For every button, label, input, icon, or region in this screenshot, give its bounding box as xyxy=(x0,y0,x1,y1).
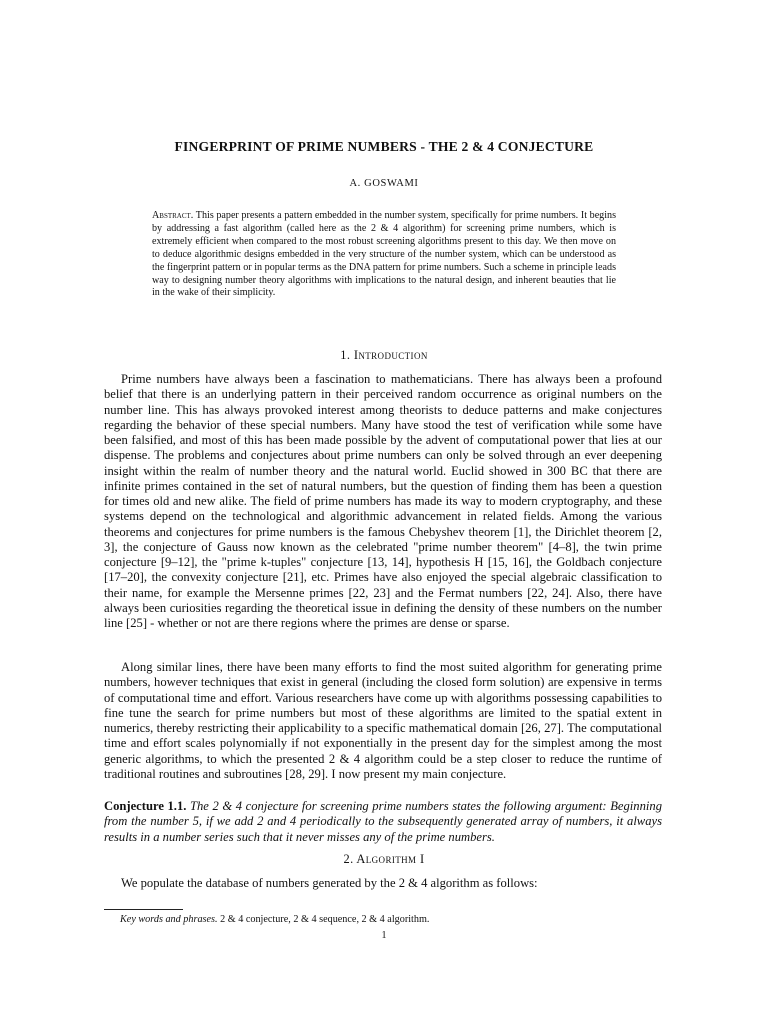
intro-paragraph-2 xyxy=(104,660,662,782)
footnote xyxy=(120,914,660,925)
intro-paragraph-2-text: Along similar lines, there have been many efforts to find the most suited algorithm for generating prime numbers, however techniques that exist in general (including the closed form solution) are expensive in terms of computational time and effort. Various researchers have come up with algorithms possessing capabilities to fine tune the search for prime numbers but most of these algorithms are limited to the spatial extent in numerics, thereby restricting their applicability to a specific mathematical domain [26, 27]. The computational time and effort scales polynomially if not exponentially in the present day for the simplest among the most generic algorithms, to which the presented 2 & 4 algorithm could be a step closer to reduce the runtime of traditional routines and subroutines [28, 29]. I now present my main conjecture. xyxy=(104,660,662,781)
conjecture-label: Conjecture 1.1. xyxy=(104,799,187,813)
abstract-label: Abstract. xyxy=(152,210,194,221)
algorithm-paragraph-text: We populate the database of numbers generated by the 2 & 4 algorithm as follows: xyxy=(121,876,538,890)
section-heading-introduction: 1. Introduction xyxy=(340,348,428,362)
footnote-rule xyxy=(104,909,183,910)
footnote-label: Key words and phrases. xyxy=(120,914,218,925)
conjecture-block xyxy=(104,799,662,845)
section-heading-algorithm: 2. Algorithm I xyxy=(343,852,425,866)
intro-paragraph-1 xyxy=(104,372,662,631)
footnote-text: 2 & 4 conjecture, 2 & 4 sequence, 2 & 4 algorithm. xyxy=(220,914,430,925)
abstract xyxy=(152,210,616,300)
paper-title: FINGERPRINT OF PRIME NUMBERS - THE 2 & 4 CONJECTURE xyxy=(174,139,594,154)
page-number: 1 xyxy=(381,930,387,941)
author-name: A. GOSWAMI xyxy=(349,178,419,189)
conjecture-text: The 2 & 4 conjecture for screening prime numbers states the following argument: Beginning from the number 5, if we add 2 and 4 periodically to the subsequently generated array of numbers, it always results in a number series such that it never misses any of the prime numbers. xyxy=(104,799,662,844)
algorithm-paragraph xyxy=(104,876,662,891)
intro-paragraph-1-text: Prime numbers have always been a fascination to mathematicians. There has always been a profound belief that there is an underlying pattern in their perceived random occurrence as original numbers on the number line. This has always provoked interest among theorists to deduce patterns and make conjectures regarding the behavior of these special numbers. Many have stood the test of verification while some have been falsified, and most of this has been made possible by the advent of computational power that lies at our dispense. The problems and conjectures about prime numbers can only be solved through an ever deepening insight within the realm of number theory and the natural world. Euclid showed in 300 BC that there are infinite primes contained in the set of natural numbers, but the question of finding them has been a question for times old and new alike. The field of prime numbers has made its way to modern cryptography, and these systems depend on the technological and algorithmic advancement in related fields. Among the various theorems and conjectures for prime numbers is the famous Chebyshev theorem [1], the Dirichlet theorem [2, 3], the conjecture of Gauss now known as the celebrated "prime number theorem" [4–8], the twin prime conjecture [9–12], the "prime k-tuples" conjecture [13, 14], hypothesis H [15, 16], the Goldbach conjecture [17–20], the convexity conjecture [21], etc. Primes have also enjoyed the special algebraic classification to their name, for example the Mersenne primes [22, 23] and the Fermat numbers [22, 24]. Also, there have always been curiosities regarding the theoretical issue in defining the density of these numbers on the number line [25] - whether or not are there regions where the primes are dense or sparse. xyxy=(104,372,662,630)
abstract-text: This paper presents a pattern embedded in the number system, specifically for prime numbers. It begins by addressing a fast algorithm (called here as the 2 & 4 algorithm) for screening prime numbers, which is extremely efficient when compared to the most robust screening algorithms present to this day. We then move on to deduce algorithmic designs embedded in the very structure of the number system, which can be understood as the fingerprint pattern or in popular terms as the DNA pattern for prime numbers. Such a scheme in principle leads way to designing number theory algorithms with implications to the natural design, and inherent beauties that lie in the wake of their simplicity. xyxy=(152,210,616,299)
